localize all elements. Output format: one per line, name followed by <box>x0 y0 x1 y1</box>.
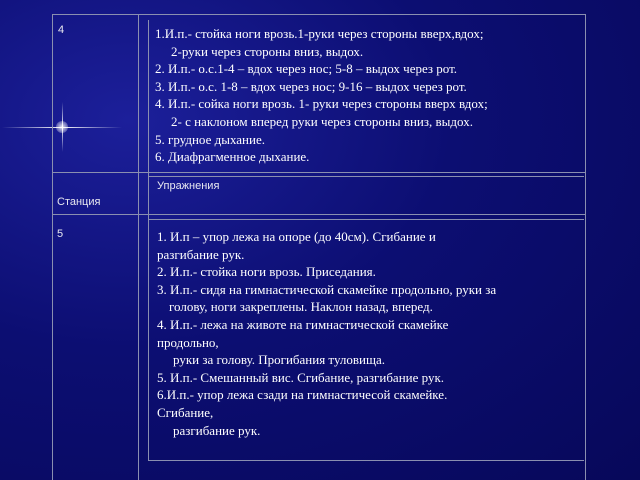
exercise-line: разгибание рук. <box>173 422 261 438</box>
station-number-5: 5 <box>57 228 64 240</box>
exercise-line: 2- с наклоном вперед руки через стороны вниз, выдох. <box>171 113 473 129</box>
exercise-line: 4. И.п.- сойка ноги врозь. 1- руки через стороны вверх вдох; <box>155 96 488 112</box>
exercise-line: 2. И.п.- о.с.1-4 – вдох через нос; 5-8 – выдох через рот. <box>155 61 458 77</box>
table-border-top <box>52 14 586 15</box>
header-exercises: Упражнения <box>157 180 220 192</box>
exercise-line: разгибание рук. <box>157 246 245 262</box>
exercise-line: 2-руки через стороны вниз, выдох. <box>171 43 364 59</box>
exercise-line: 5. грудное дыхание. <box>155 131 265 147</box>
station-4-exercises <box>155 25 488 166</box>
exercise-line: 3. И.п.- о.с. 1-8 – вдох через нос; 9-16 – выдох через рот. <box>155 78 467 94</box>
table-column-divider <box>138 14 139 480</box>
station-number-4: 4 <box>58 24 65 36</box>
table-bottom-line <box>148 460 584 461</box>
exercise-line: 3. И.п.- сидя на гимнастической скамейке продольно, руки за <box>157 281 497 297</box>
table-row-divider-2b <box>148 219 584 220</box>
table-row-divider-1 <box>52 172 586 173</box>
station-5-exercises <box>157 228 496 439</box>
exercise-line: Сгибание, <box>157 404 214 420</box>
table-border-left <box>52 14 53 480</box>
exercise-line: 6.И.п.- упор лежа сзади на гимнастичесой скамейке. <box>157 387 448 403</box>
exercise-line: 2. И.п.- стойка ноги врозь. Приседания. <box>157 264 376 280</box>
exercise-line: 6. Диафрагменное дыхание. <box>155 149 310 165</box>
table-border-right <box>585 14 586 480</box>
table-row-divider-1b <box>148 176 584 177</box>
exercise-line: 4. И.п.- лежа на животе на гимнастической скамейке <box>157 316 449 332</box>
header-station: Станция <box>57 196 101 208</box>
exercise-line: 1. И.п – упор лежа на опоре (до 40см). Сгибание и <box>157 229 436 244</box>
exercise-line: голову, ноги закреплены. Наклон назад, вперед. <box>169 299 433 315</box>
table-row-divider-2 <box>52 214 586 215</box>
exercise-line: руки за голову. Прогибания туловища. <box>173 352 385 368</box>
exercise-line: продольно, <box>157 334 219 350</box>
sparkle-core <box>56 121 68 133</box>
exercise-line: 1.И.п.- стойка ноги врозь.1-руки через стороны вверх,вдох; <box>155 26 484 41</box>
exercise-line: 5. И.п.- Смешанный вис. Сгибание, разгибание рук. <box>157 369 445 385</box>
table-column-divider-inner <box>148 20 149 460</box>
